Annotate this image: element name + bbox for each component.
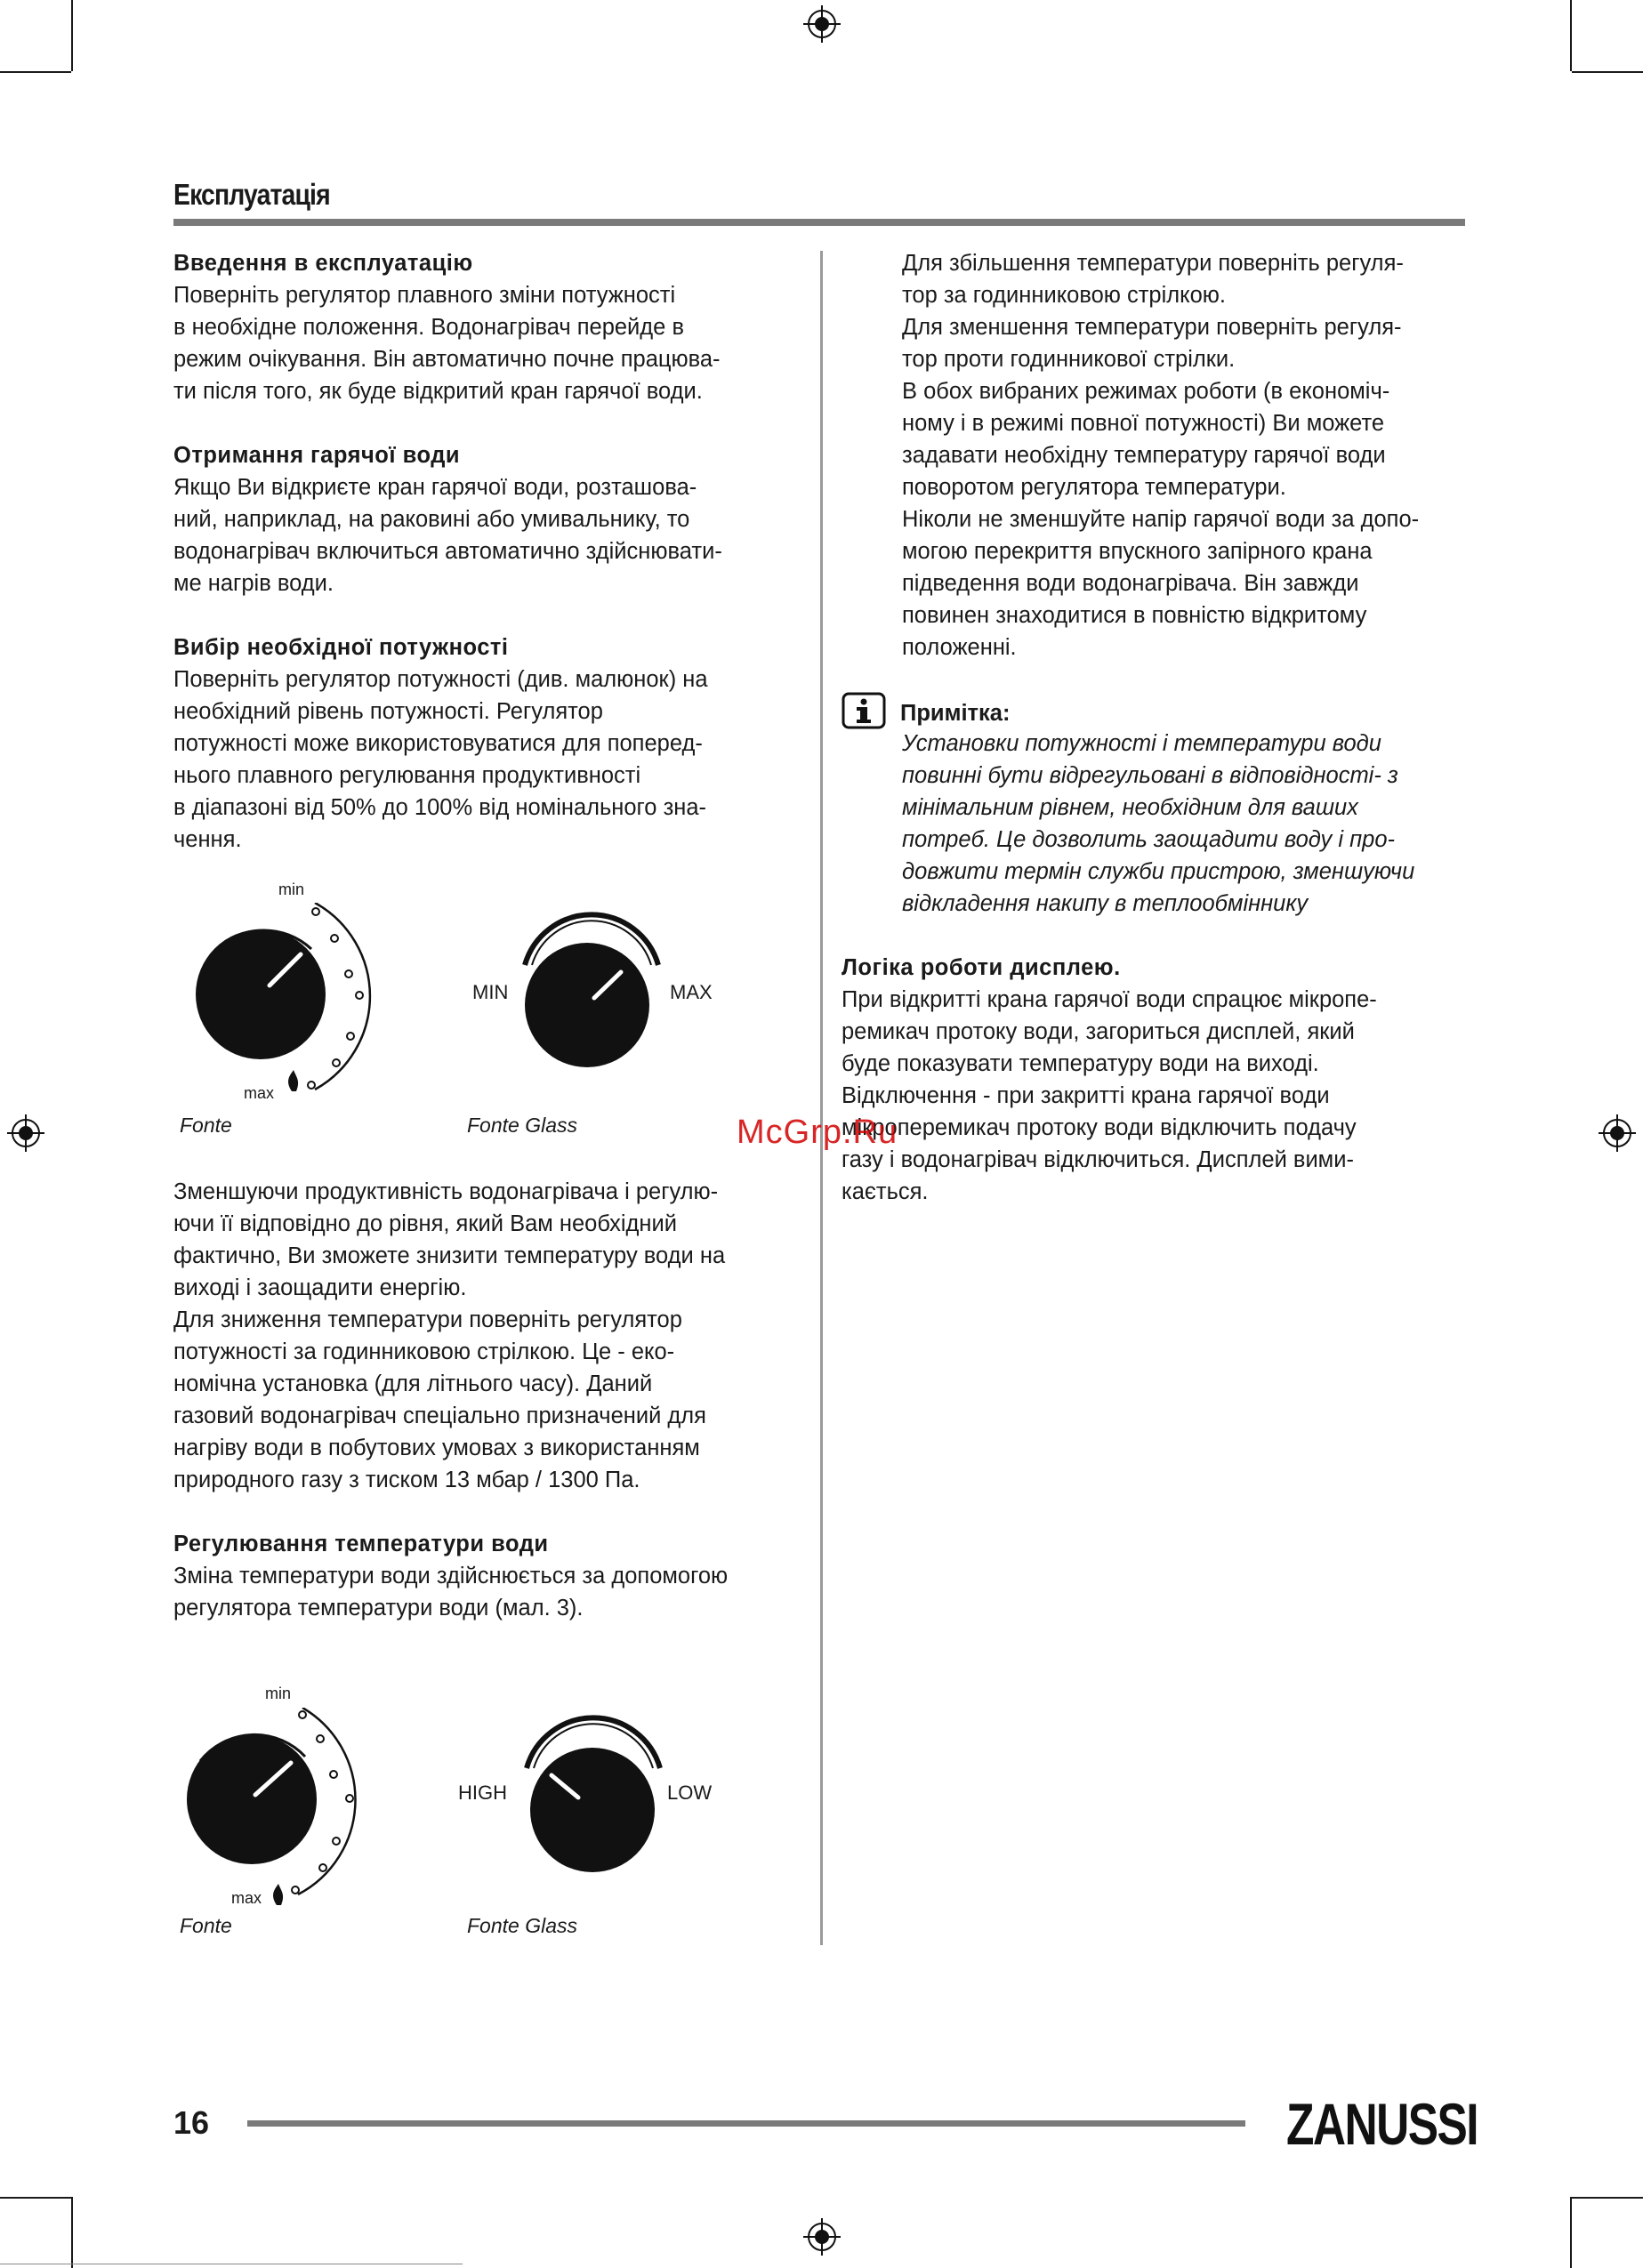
crop-mark: [0, 71, 71, 73]
text-line: потужності може використовуватися для поперед-: [173, 731, 703, 756]
text-line: поворотом регулятора температури.: [902, 475, 1286, 500]
note-body: [902, 728, 1466, 920]
text-line: Ніколи не зменшуйте напір гарячої води за допо-: [902, 507, 1420, 532]
text-line: положенні.: [902, 635, 1017, 660]
text-line: Поверніть регулятор плавного зміни потужності: [173, 283, 676, 308]
power-knob-fonte: [178, 903, 383, 1112]
power-knob-fonte-glass: [516, 903, 667, 1072]
text-line: фактично, Ви зможете знизити температуру води на: [173, 1243, 726, 1268]
text-line: ному і в режимі повної потужності) Ви можете: [902, 411, 1385, 436]
text-line: Для зниження температури поверніть регулятор: [173, 1307, 682, 1332]
text-line: мікроперемикач протоку води відключить подачу: [842, 1115, 1357, 1140]
text-line: потреб. Це дозволить заощадити воду і про-: [902, 827, 1396, 852]
text-line: відкладення накипу в теплообміннику: [902, 891, 1309, 916]
text-line: Якщо Ви відкриєте кран гарячої води, розташова-: [173, 475, 697, 500]
right-column-bottom: [842, 952, 1464, 1208]
text-line: виході і заощадити енергію.: [173, 1275, 467, 1300]
text-line: регулятора температури води (мал. 3).: [173, 1596, 584, 1621]
text-line: могою перекриття впускного запірного крана: [902, 539, 1373, 564]
heading-display-logic: Логіка роботи дисплею.: [842, 955, 1121, 980]
text-line: повинні бути відрегульовані в відповідності- з: [902, 763, 1398, 788]
text-line: довжити термін служби пристрою, зменшуючи: [902, 859, 1415, 884]
text-line: буде показувати температуру води на виході.: [842, 1051, 1319, 1076]
registration-mark-icon: [803, 5, 841, 43]
text-line: ме нагрів води.: [173, 571, 334, 596]
text-line: ючи її відповідно до рівня, який Вам необхідний: [173, 1211, 677, 1236]
crop-mark: [71, 0, 73, 71]
crop-mark: [1570, 0, 1572, 71]
heading-commissioning: Введення в експлуатацію: [173, 251, 473, 276]
registration-mark-icon: [803, 2218, 841, 2256]
text-line: При відкритті крана гарячої води спрацює мікропе-: [842, 987, 1377, 1012]
heading-hot-water: Отримання гарячої води: [173, 443, 461, 468]
temperature-knob-fonte: [173, 1708, 378, 1917]
text-line: в діапазоні від 50% до 100% від номінального зна-: [173, 795, 707, 820]
text-line: Для збільшення температури поверніть регуля-: [902, 251, 1404, 276]
crop-mark: [1572, 2197, 1643, 2199]
max-label: max: [231, 1889, 262, 1907]
text-line: Відключення - при закритті крана гарячої води: [842, 1083, 1330, 1108]
high-dial-label: HIGH: [458, 1781, 507, 1804]
crop-mark: [0, 2197, 71, 2199]
watermark: McGrp.Ru: [737, 1114, 898, 1151]
crop-mark: [71, 2197, 73, 2268]
text-line: необхідний рівень потужності. Регулятор: [173, 699, 603, 724]
text-line: номічна установка (для літнього часу). Даний: [173, 1371, 653, 1396]
left-column-top: [173, 247, 801, 856]
temperature-knob-fonte-glass: [516, 1706, 667, 1875]
text-line: Для зменшення температури поверніть регуля-: [902, 315, 1402, 340]
text-line: тор проти годинникової стрілки.: [902, 347, 1236, 372]
caption-fonte-glass: Fonte Glass: [467, 1914, 577, 1937]
text-line: газу і водонагрівач відключиться. Дисплей вими-: [842, 1147, 1354, 1172]
text-line: тор за годинниковою стрілкою.: [902, 283, 1226, 308]
max-label: max: [244, 1084, 275, 1102]
text-line: в необхідне положення. Водонагрівач перейде в: [173, 315, 684, 340]
text-line: Установки потужності і температури води: [902, 731, 1381, 756]
text-line: ти після того, як буде відкритий кран гарячої води.: [173, 379, 703, 404]
section-title: Експлуатація: [173, 178, 330, 211]
text-line: нагріву води в побутових умовах з використанням: [173, 1436, 700, 1460]
text-line: газовий водонагрівач спеціально призначений для: [173, 1403, 706, 1428]
text-line: Зменшуючи продуктивність водонагрівача і регулю-: [173, 1179, 719, 1204]
header-rule: [173, 219, 1465, 226]
text-line: режим очікування. Він автоматично почне працюва-: [173, 347, 721, 372]
left-column-bottom: [173, 1176, 801, 1624]
text-line: потужності за годинниковою стрілкою. Це - еко-: [173, 1339, 675, 1364]
registration-mark-icon: [1599, 1114, 1636, 1152]
max-dial-label: MAX: [670, 981, 713, 1003]
text-line: задавати необхідну температуру гарячої води: [902, 443, 1386, 468]
text-line: чення.: [173, 827, 242, 852]
text-line: природного газу з тиском 13 мбар / 1300 Па.: [173, 1468, 640, 1492]
caption-fonte: Fonte: [180, 1114, 232, 1137]
note-title: Примітка:: [900, 701, 1011, 726]
brand-logo: ZANUSSI: [1286, 2091, 1478, 2157]
min-label: min: [265, 1685, 292, 1702]
text-line: Зміна температури води здійснюється за допомогою: [173, 1564, 729, 1588]
text-line: водонагрівач включиться автоматично здійснювати-: [173, 539, 722, 564]
low-dial-label: LOW: [667, 1781, 713, 1804]
caption-fonte-glass: Fonte Glass: [467, 1114, 577, 1137]
text-line: мінімальним рівнем, необхідним для ваших: [902, 795, 1358, 820]
text-line: нього плавного регулювання продуктивності: [173, 763, 641, 788]
crop-mark: [1572, 71, 1643, 73]
column-divider: [820, 251, 823, 1945]
info-icon: [842, 692, 886, 729]
text-line: кається.: [842, 1179, 929, 1204]
min-label: min: [278, 881, 305, 898]
heading-power-selection: Вибір необхідної потужності: [173, 635, 509, 660]
registration-mark-icon: [7, 1114, 44, 1152]
text-line: ремикач протоку води, загориться дисплей, який: [842, 1019, 1355, 1044]
text-line: ний, наприклад, на раковині або умивальнику, то: [173, 507, 690, 532]
text-line: Поверніть регулятор потужності (див. малюнок) на: [173, 667, 708, 692]
caption-fonte: Fonte: [180, 1914, 232, 1937]
text-line: В обох вибраних режимах роботи (в економіч-: [902, 379, 1390, 404]
footer-rule: [247, 2120, 1245, 2127]
heading-temperature-control: Регулювання температури води: [173, 1532, 549, 1556]
page-number: 16: [173, 2104, 210, 2141]
min-dial-label: MIN: [472, 981, 509, 1003]
text-line: підведення води водонагрівача. Він завжди: [902, 571, 1359, 596]
text-line: повинен знаходитися в повністю відкритому: [902, 603, 1367, 628]
crop-mark: [1570, 2197, 1572, 2268]
right-column-top: [902, 247, 1466, 664]
